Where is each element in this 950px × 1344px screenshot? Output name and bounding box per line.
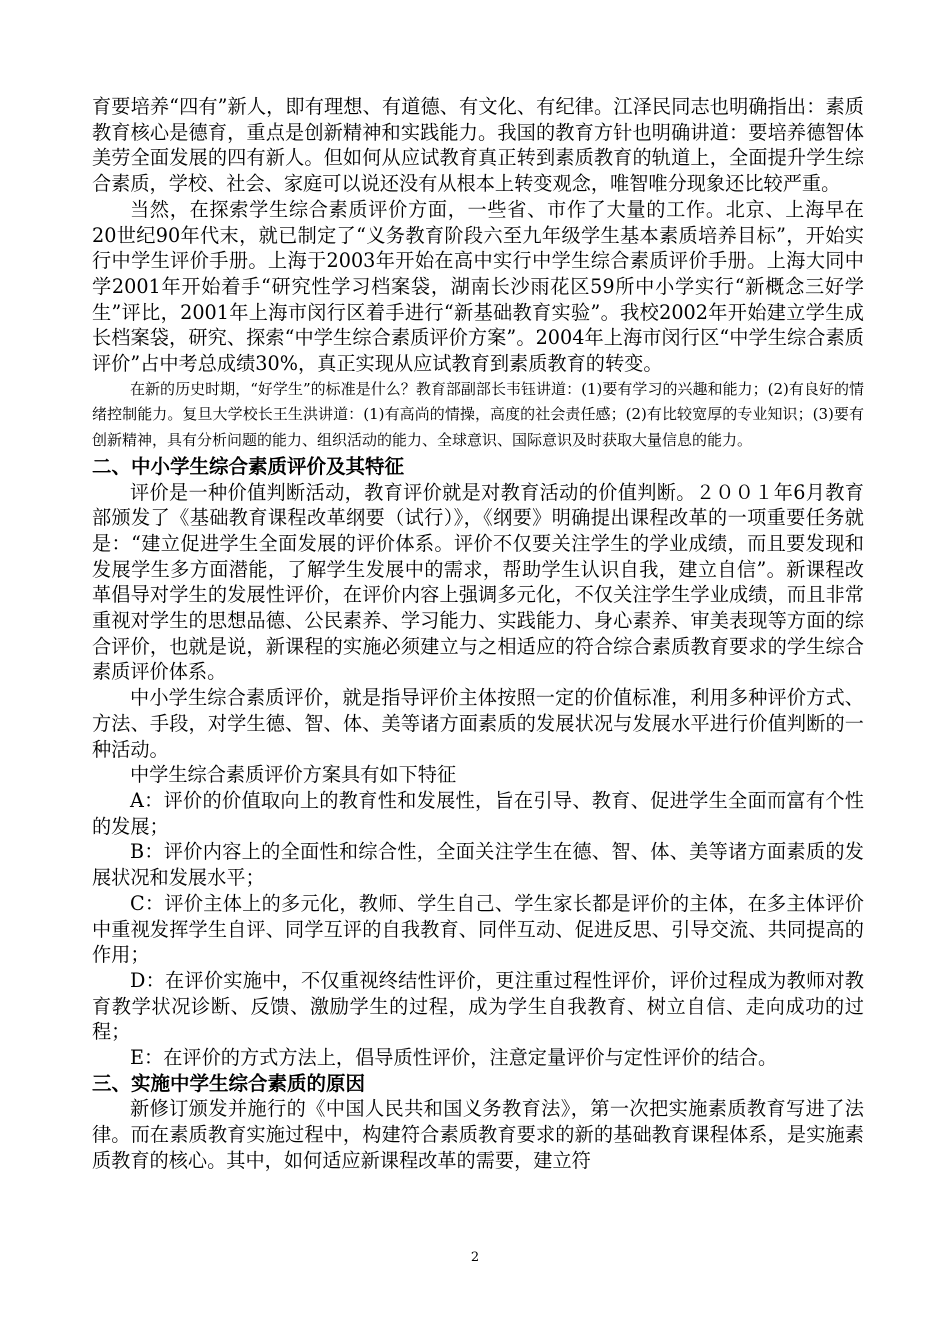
feature-item-e: E：在评价的方式方法上，倡导质性评价，注意定量评价与定性评价的结合。 xyxy=(130,1046,778,1070)
feature-item-a: A：评价的价值取向上的教育性和发展性，旨在引导、教育、促进学生全面而富有个性的发展； xyxy=(92,788,864,838)
paragraph-evaluation-definition: 评价是一种价值判断活动，教育评价就是对教育活动的价值判断。２００１年6月教育部颁发了《基础教育课程改革纲要（试行）》，《纲要》明确提出课程改革的一项重要任务就是：“建立促进学生全面发展的评价体系。评价不仅要关注学生的学业成绩，而且要发现和发展学生多方面潜能，了解学生发展中的需求，帮助学生认识自我，建立自信”。新课程改革倡导对学生的发展性评价，在评价内容上强调多元化，不仅关注学生学业成绩，而且非常重视对学生的思想品德、公民素养、学习能力、实践能力、身心素养、审美表现等方面的综合评价，也就是说，新课程的实施必须建立与之相适应的符合综合素质教育要求的学生综合素质评价体系。 xyxy=(92,480,864,684)
document-page xyxy=(92,94,864,1174)
paragraph-comprehensive-evaluation: 中小学生综合素质评价，就是指导评价主体按照一定的价值标准，利用多种评价方式、方法、手段，对学生德、智、体、美等诸方面素质的发展状况与发展水平进行价值判断的一种活动。 xyxy=(92,686,864,761)
paragraph-exploration: 当然，在探索学生综合素质评价方面，一些省、市作了大量的工作。北京、上海早在20世纪90年代末，就已制定了“义务教育阶段六至九年级学生基本素质培养目标”，开始实行中学生评价手册。上海于2003年开始在高中实行中学生综合素质评价手册。上海大同中学2001年开始着手“研究性学习档案袋，湖南长沙雨花区59所中小学实行“新概念三好学生”评比，2001年上海市闵行区着手进行“新基础教育实验”。我校2002年开始建立学生成长档案袋，研究、探索“中学生综合素质评价方案”。2004年上海市闵行区“中学生综合素质评价”占中考总成绩30%，真正实现从应试教育到素质教育的转变。 xyxy=(92,197,864,376)
feature-item-c: C：评价主体上的多元化，教师、学生自己、学生家长都是评价的主体，在多主体评价中重视发挥学生自评、同学互评的自我教育、同伴互动、促进反思、引导交流、共同提高的作用； xyxy=(92,891,864,967)
feature-item-d: D：在评价实施中，不仅重视终结性评价，更注重过程性评价，评价过程成为教师对教育教学状况诊断、反馈、激励学生的过程，成为学生自我教育、树立自信、走向成功的过程； xyxy=(92,968,864,1044)
section-heading-2: 二、中小学生综合素质评价及其特征 xyxy=(92,454,405,478)
feature-item-b: B：评价内容上的全面性和综合性，全面关注学生在德、智、体、美等诸方面素质的发展状况和发展水平； xyxy=(92,840,864,890)
paragraph-four-haves: 育要培养“四有”新人，即有理想、有道德、有文化、有纪律。江泽民同志也明确指出：素质教育核心是德育，重点是创新精神和实践能力。我国的教育方针也明确讲道：要培养德智体美劳全面发展的四有新人。但如何从应试教育真正转到素质教育的轨道上，全面提升学生综合素质，学校、社会、家庭可以说还没有从根本上转变观念，唯智唯分现象还比较严重。 xyxy=(92,95,864,196)
paragraph-features-intro: 中学生综合素质评价方案具有如下特征 xyxy=(130,763,457,787)
page-number: 2 xyxy=(470,1250,480,1265)
paragraph-reasons: 新修订颁发并施行的《中国人民共和国义务教育法》，第一次把实施素质教育写进了法律。而在素质教育实施过程中，构建符合素质教育要求的新的基础教育课程体系，是实施素质教育的核心。其中，如何适应新课程改革的需要，建立符 xyxy=(92,1097,864,1172)
section-heading-3: 三、实施中学生综合素质的原因 xyxy=(92,1071,366,1095)
paragraph-good-student: 在新的历史时期，“好学生”的标准是什么？教育部副部长韦钰讲道：(1)要有学习的兴趣和能力；(2)有良好的情绪控制能力。复旦大学校长王生洪讲道：(1)有高尚的情操，高度的社会责任感；(2)有比较宽厚的专业知识；(3)要有创新精神，具有分析问题的能力、组织活动的能力、全球意识、国际意识及时获取大量信息的能力。 xyxy=(92,379,864,450)
